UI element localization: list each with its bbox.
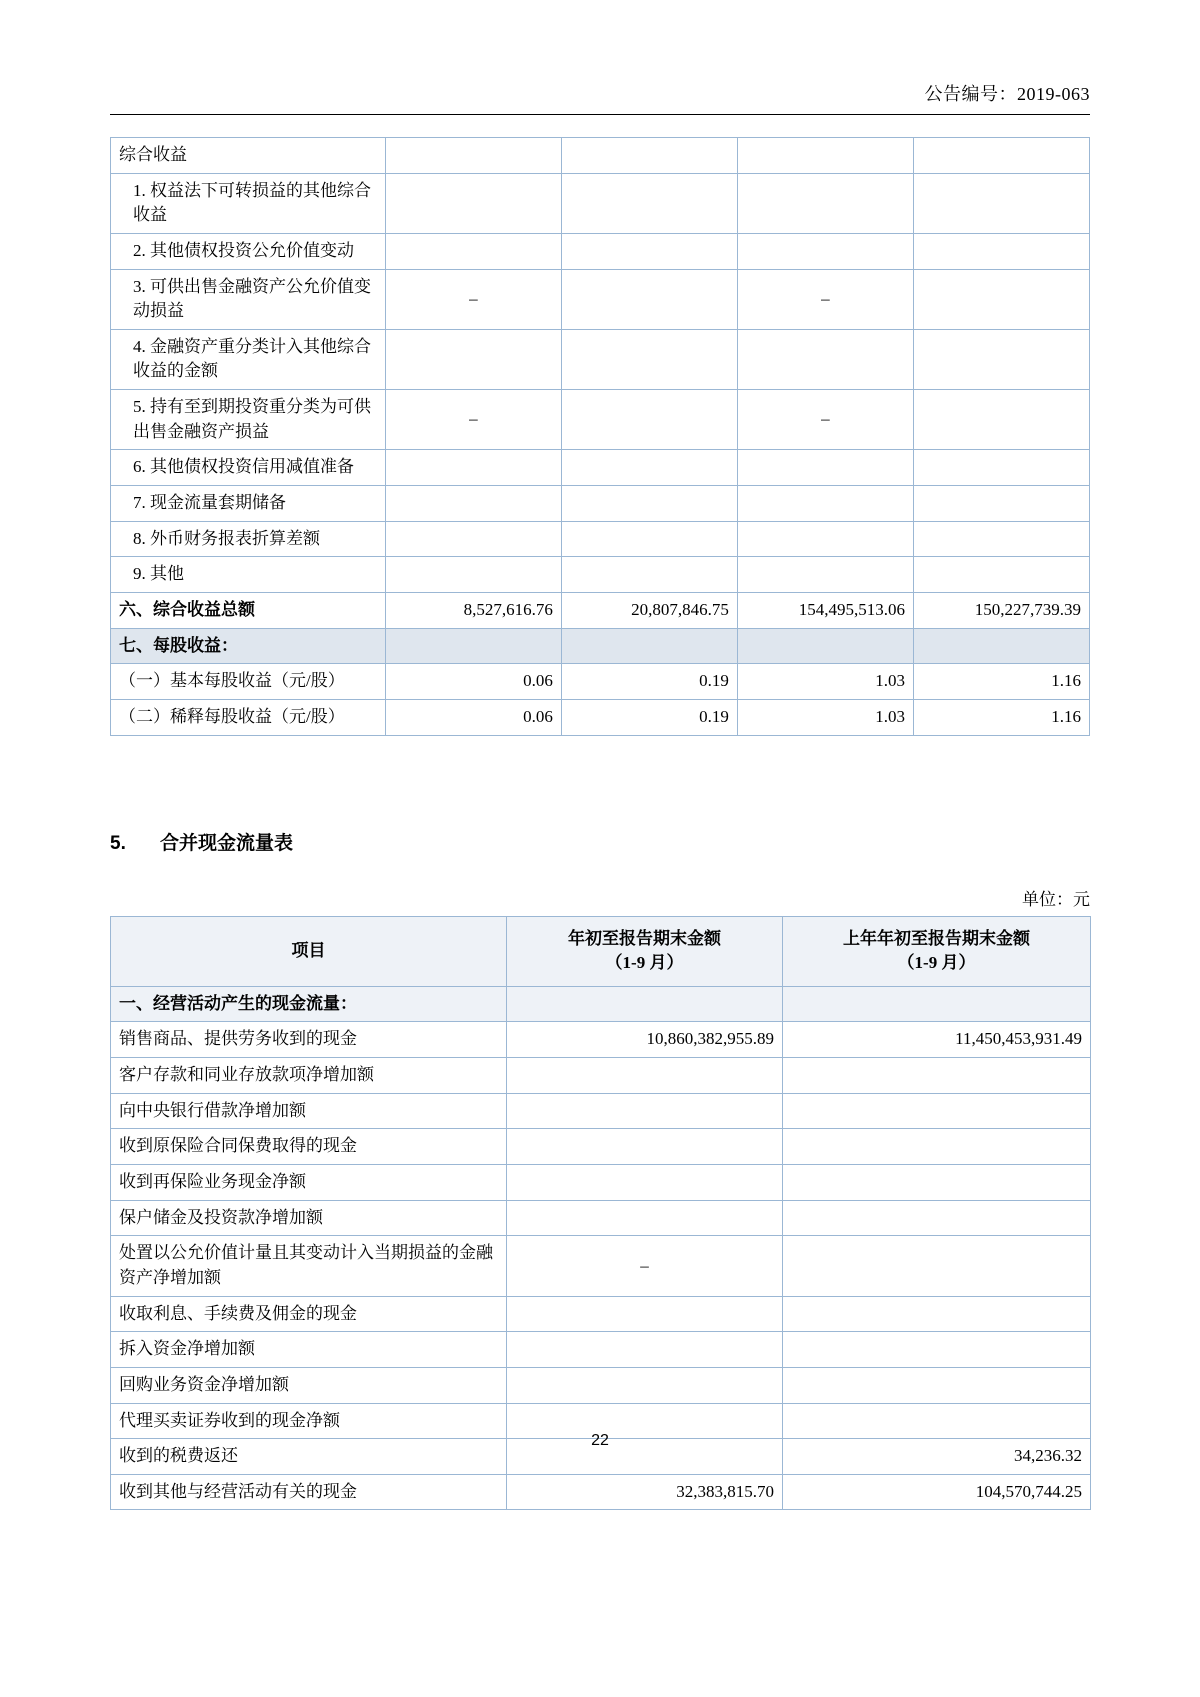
row-value-2: 11,450,453,931.49 (783, 1022, 1091, 1058)
row-value-3 (737, 628, 913, 664)
section-title: 合并现金流量表 (160, 832, 294, 854)
row-label: （一）基本每股收益（元/股） (111, 664, 386, 700)
row-value-4 (913, 521, 1089, 557)
table-row (111, 1236, 1091, 1296)
cashflow-statement-table (110, 916, 1091, 1511)
row-value-2: 0.19 (561, 664, 737, 700)
table-row (111, 486, 1090, 522)
row-value-4 (913, 557, 1089, 593)
row-value-1: 32,383,815.70 (507, 1474, 783, 1510)
cashflow-statement-body (111, 916, 1091, 1510)
row-label: 8. 外币财务报表折算差额 (111, 521, 386, 557)
row-label: 4. 金融资产重分类计入其他综合收益的金额 (111, 329, 386, 389)
row-label: 收到其他与经营活动有关的现金 (111, 1474, 507, 1510)
row-value-4: 1.16 (913, 699, 1089, 735)
row-value-1: 10,860,382,955.89 (507, 1022, 783, 1058)
row-value-2: 0.19 (561, 699, 737, 735)
row-value-2 (561, 390, 737, 450)
table-row (111, 390, 1090, 450)
row-value-1 (385, 173, 561, 233)
row-value-4 (913, 390, 1089, 450)
table-row (111, 173, 1090, 233)
row-value-2 (783, 986, 1091, 1022)
row-value-1: 8,527,616.76 (385, 592, 561, 628)
table-row (111, 1200, 1091, 1236)
row-value-2 (561, 557, 737, 593)
row-value-1: 0.06 (385, 664, 561, 700)
row-value-1 (385, 450, 561, 486)
row-value-4: 150,227,739.39 (913, 592, 1089, 628)
table-row (111, 664, 1090, 700)
table-row (111, 1367, 1091, 1403)
row-label: 综合收益 (111, 138, 386, 174)
row-label: 向中央银行借款净增加额 (111, 1093, 507, 1129)
table-row (111, 329, 1090, 389)
table-row (111, 1129, 1091, 1165)
row-value-2 (561, 628, 737, 664)
row-value-4 (913, 486, 1089, 522)
row-value-3: 154,495,513.06 (737, 592, 913, 628)
row-value-1 (507, 1296, 783, 1332)
page-number: 22 (591, 1432, 609, 1449)
row-value-4 (913, 173, 1089, 233)
row-value-3 (737, 138, 913, 174)
row-value-1 (507, 1332, 783, 1368)
income-statement-body (111, 138, 1090, 736)
row-value-4 (913, 450, 1089, 486)
row-value-2 (561, 521, 737, 557)
row-value-2 (783, 1367, 1091, 1403)
row-value-1 (507, 1093, 783, 1129)
row-value-4 (913, 329, 1089, 389)
row-value-2 (783, 1165, 1091, 1201)
row-value-2 (561, 138, 737, 174)
section-heading (110, 828, 1090, 855)
row-value-2: 104,570,744.25 (783, 1474, 1091, 1510)
row-value-3 (737, 173, 913, 233)
row-label: 六、综合收益总额 (111, 592, 386, 628)
row-value-2 (561, 269, 737, 329)
table-row (111, 1332, 1091, 1368)
row-value-3 (737, 329, 913, 389)
unit-label: 单位：元 (1022, 889, 1090, 909)
row-value-1 (385, 329, 561, 389)
row-value-2: 34,236.32 (783, 1439, 1091, 1475)
row-value-2 (561, 450, 737, 486)
row-value-1: – (507, 1236, 783, 1296)
row-value-2 (783, 1236, 1091, 1296)
row-label: 销售商品、提供劳务收到的现金 (111, 1022, 507, 1058)
row-value-1: – (385, 269, 561, 329)
row-value-2 (783, 1200, 1091, 1236)
row-value-1 (507, 1129, 783, 1165)
row-label: 收到再保险业务现金净额 (111, 1165, 507, 1201)
row-label: 9. 其他 (111, 557, 386, 593)
row-value-1 (385, 557, 561, 593)
row-value-1 (385, 628, 561, 664)
header-prior-period-line1: 上年年初至报告期末金额 (843, 928, 1030, 948)
table-row (111, 138, 1090, 174)
table-row-section (111, 986, 1091, 1022)
row-value-1 (385, 233, 561, 269)
row-value-2 (561, 233, 737, 269)
row-value-1: 0.06 (385, 699, 561, 735)
row-label: （二）稀释每股收益（元/股） (111, 699, 386, 735)
row-value-1 (385, 521, 561, 557)
row-label: 5. 持有至到期投资重分类为可供出售金融资产损益 (111, 390, 386, 450)
row-label: 收到的税费返还 (111, 1439, 507, 1475)
page-content (110, 0, 1090, 1510)
row-value-4 (913, 138, 1089, 174)
row-value-3 (737, 233, 913, 269)
table-row (111, 1022, 1091, 1058)
row-label: 代理买卖证券收到的现金净额 (111, 1403, 507, 1439)
row-value-3: 1.03 (737, 699, 913, 735)
header-current-period (507, 916, 783, 986)
row-value-1 (385, 138, 561, 174)
row-label: 处置以公允价值计量且其变动计入当期损益的金融资产净增加额 (111, 1236, 507, 1296)
row-value-4 (913, 269, 1089, 329)
row-value-1 (507, 1200, 783, 1236)
table-row (111, 699, 1090, 735)
row-value-1 (507, 986, 783, 1022)
table-row (111, 1093, 1091, 1129)
row-value-4 (913, 628, 1089, 664)
table-row (111, 450, 1090, 486)
header-item: 项目 (111, 916, 507, 986)
row-label: 6. 其他债权投资信用减值准备 (111, 450, 386, 486)
row-value-2 (783, 1296, 1091, 1332)
row-value-2 (783, 1332, 1091, 1368)
income-statement-table (110, 137, 1090, 736)
header-divider (110, 114, 1090, 115)
row-value-2 (561, 173, 737, 233)
row-value-3 (737, 521, 913, 557)
section-number: 5. (110, 832, 126, 854)
table-row (111, 1165, 1091, 1201)
row-label: 七、每股收益： (111, 628, 386, 664)
table-row (111, 233, 1090, 269)
row-value-4 (913, 233, 1089, 269)
row-value-3 (737, 450, 913, 486)
row-label: 7. 现金流量套期储备 (111, 486, 386, 522)
row-value-1 (385, 486, 561, 522)
row-value-2 (561, 329, 737, 389)
row-value-1: – (385, 390, 561, 450)
table-row (111, 1296, 1091, 1332)
table-row (111, 521, 1090, 557)
table-row-total (111, 592, 1090, 628)
row-value-3: 1.03 (737, 664, 913, 700)
row-value-1 (507, 1165, 783, 1201)
header-current-period-line2: （1-9 月） (605, 953, 684, 973)
row-value-2 (783, 1058, 1091, 1094)
row-value-2 (783, 1093, 1091, 1129)
row-value-3: – (737, 390, 913, 450)
row-label: 回购业务资金净增加额 (111, 1367, 507, 1403)
row-label: 拆入资金净增加额 (111, 1332, 507, 1368)
header-prior-period (783, 916, 1091, 986)
row-label: 收到原保险合同保费取得的现金 (111, 1129, 507, 1165)
row-value-1 (507, 1367, 783, 1403)
row-label: 客户存款和同业存放款项净增加额 (111, 1058, 507, 1094)
row-value-2 (783, 1129, 1091, 1165)
row-value-1 (507, 1058, 783, 1094)
row-label: 收取利息、手续费及佣金的现金 (111, 1296, 507, 1332)
header-current-period-line1: 年初至报告期末金额 (568, 928, 721, 948)
table-row (111, 557, 1090, 593)
row-label: 一、经营活动产生的现金流量： (111, 986, 507, 1022)
row-value-3 (737, 557, 913, 593)
row-value-3: – (737, 269, 913, 329)
table-header-row (111, 916, 1091, 986)
table-row-section (111, 628, 1090, 664)
row-value-4: 1.16 (913, 664, 1089, 700)
row-label: 3. 可供出售金融资产公允价值变动损益 (111, 269, 386, 329)
table-row (111, 1058, 1091, 1094)
announcement-number: 公告编号：2019-063 (924, 84, 1090, 104)
table-row (111, 1474, 1091, 1510)
header-prior-period-line2: （1-9 月） (897, 953, 976, 973)
row-label: 保户储金及投资款净增加额 (111, 1200, 507, 1236)
table-row (111, 269, 1090, 329)
row-value-3 (737, 486, 913, 522)
row-value-2: 20,807,846.75 (561, 592, 737, 628)
row-label: 1. 权益法下可转损益的其他综合收益 (111, 173, 386, 233)
row-label: 2. 其他债权投资公允价值变动 (111, 233, 386, 269)
row-value-2 (561, 486, 737, 522)
